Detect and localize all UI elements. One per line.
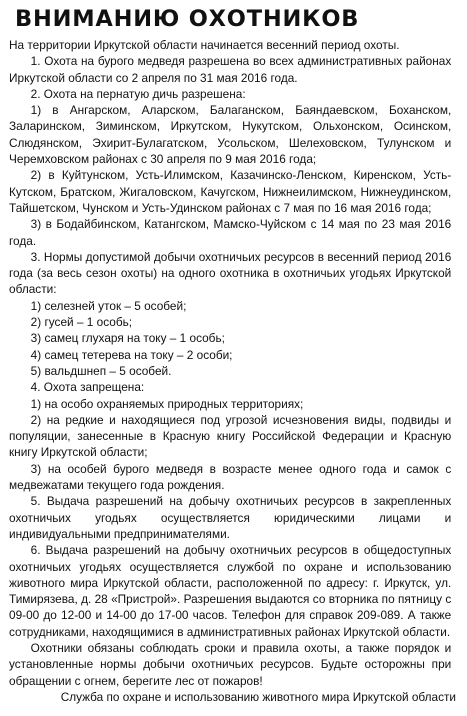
prohibition-heading: 4. Охота запрещена: — [30, 380, 145, 395]
prohibition-item: 1) на особо охраняемых природных территориях; — [30, 396, 304, 411]
quota-item: 5) вальдшнеп – 5 особей. — [30, 363, 172, 378]
prohibition-item: 3) на особей бурого медведя в возрасте менее одного года и самок с медвежатами текущего года рождения. — [9, 461, 452, 493]
prohibition-item: 2) на редкие и находящиеся под угрозой исчезновения виды, подвиды и популяции, занесенные в Красную книгу Российской Федерации и Красную книгу Иркутской области; — [9, 412, 452, 460]
quota-item: 4) самец тетерева на току – 2 особи; — [30, 347, 233, 362]
permits-private-paragraph: 5. Выдача разрешений на добычу охотничьих ресурсов в закрепленных охотничьих угодьях осуществляется юридическими лицами и индивидуальными предпринимателями. — [9, 494, 452, 541]
quota-item: 3) самец глухаря на току – 1 особь; — [30, 331, 225, 346]
permits-public-paragraph: 6. Выдача разрешений на добычу охотничьих ресурсов в общедоступных охотничьих угодьях осуществляется службой по охране и использованию животного мира Иркутской области, расположенной по адресу: г. Иркутск, ул. Тимирязева, д. 28 «Пристрой». Разрешения выдаются со вторника по пятницу с 09-00 до 12-00 и 14-00 до 17-00 часов. Телефон для справок 209-089. А также сотрудниками, находящимися в административных районах Иркутской области. — [9, 543, 452, 639]
article-title: ВНИМАНИЮ ОХОТНИКОВ — [15, 6, 360, 32]
article-body — [9, 37, 451, 689]
closing-paragraph: Охотники обязаны соблюдать сроки и правила охоты, а также порядок и установленные нормы добычи охотничьих ресурсов. Будьте осторожны при обращении с огнем, берегите лес от пожаров! — [9, 640, 452, 688]
intro-paragraph: На территории Иркутской области начинается весенний период охоты. — [9, 38, 400, 52]
quota-heading: 3. Нормы допустимой добычи охотничьих ресурсов в весенний период 2016 года (за весь сезон охоты) на одного охотника в охотничьих угодьях Иркутской области: — [9, 249, 452, 297]
bear-hunting-paragraph: 1. Охота на бурого медведя разрешена во всех административных районах Иркутской области со 2 апреля по 31 мая 2016 года. — [9, 54, 452, 85]
article-signature: Служба по охране и использованию животного мира Иркутской области — [60, 690, 456, 704]
birds-hunting-heading: 2. Охота на пернатую дичь разрешена: — [30, 86, 246, 101]
birds-districts-group-2: 2) в Куйтунском, Усть-Илимском, Казачинско-Ленском, Киренском, Усть-Кутском, Братском, Жигаловском, Качугском, Нижнеилимском, Нижнеудинском, Тайшетском, Чунском и Усть-Удинском районах с 7 мая по 16 мая 2016 года; — [9, 168, 452, 215]
quota-item: 2) гусей – 1 особь; — [30, 315, 133, 330]
birds-districts-group-1: 1) в Ангарском, Аларском, Балаганском, Баяндаевском, Боханском, Заларинском, Зиминском, Иркутском, Нукутском, Ольхонском, Осинском, Слюдянском, Эхирит-Булагатском, Усольском, Шелеховском, Тулунском и Черемховском районах с 30 апреля по 9 мая 2016 года; — [9, 103, 452, 167]
birds-districts-group-3: 3) в Бодайбинском, Катангском, Мамско-Чуйском с 14 мая по 23 мая 2016 года. — [9, 217, 452, 248]
quota-item: 1) селезней уток – 5 особей; — [30, 298, 187, 313]
